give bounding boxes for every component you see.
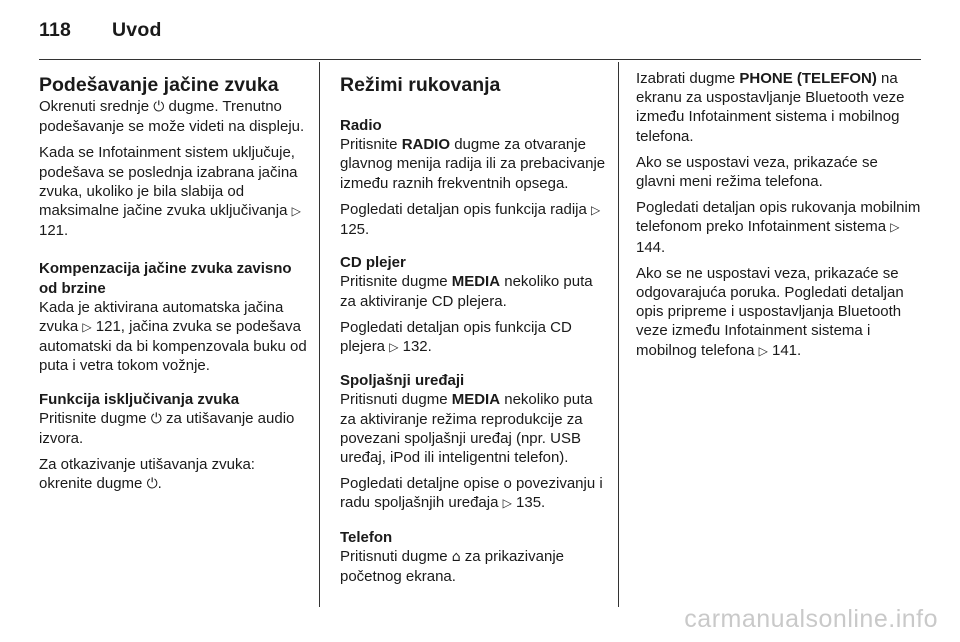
paragraph: Pogledati detaljan opis rukovanja mobilnim telefonom preko Infotainment sistema ▷ 144. [636,199,921,256]
paragraph: Pritisnuti dugme ⌂ za prikazivanje početnog ekrana. [340,547,564,586]
power-icon: ⏻ [153,99,165,115]
page-ref[interactable]: 121 [39,222,65,240]
column-divider [618,62,619,607]
paragraph: Ako se uspostavi veza, prikazaće se glavni meni režima telefona. [636,153,878,191]
paragraph: Pogledati detaljne opise o povezivanju i radu spoljašnjih uređaja ▷ 135. [340,475,603,512]
subsection-external [340,371,608,513]
button-name: PHONE (TELEFON) [739,70,877,87]
page-ref[interactable]: 141 [772,341,798,359]
column-1 [39,69,311,509]
watermark: carmanualsonline.info [684,605,938,633]
column-2 [340,69,608,600]
button-name: RADIO [401,136,451,154]
page-ref[interactable]: 144 [636,238,662,256]
subsection-heading: Spoljašnji uređaji [340,372,465,390]
page-ref-arrow-icon: ▷ [291,204,301,219]
power-icon: ⏻ [150,410,162,427]
paragraph: Kada se Infotainment sistem uključuje, podešava se poslednja izabrana jačina zvuka, ukoliko je bila slabija od maksimalne jačine zvuka uključivanja ▷ 121. [39,144,301,240]
subsection [39,259,311,375]
page-ref[interactable]: 125 [340,221,366,239]
paragraph: Za otkazivanje utišavanja zvuka: okrenite dugme ⏻. [39,456,255,493]
page-ref-arrow-icon: ▷ [591,202,601,217]
page-ref-arrow-icon: ▷ [890,220,900,235]
page-ref-arrow-icon: ▷ [758,343,768,358]
page-ref-arrow-icon: ▷ [502,496,512,511]
subsection [39,390,311,495]
paragraph: Pogledati detaljan opis funkcija CD plejera ▷ 132. [340,318,572,356]
subsection-heading: CD plejer [340,254,406,272]
subsection-phone [340,528,608,587]
paragraph: Pritisnuti dugme MEDIA nekoliko puta za aktiviranje režima reprodukcije za povezani spoljašnji uređaj (npr. USB uređaj, iPod ili inteligentni telefon). [340,391,593,467]
column-3 [636,69,921,368]
page-ref[interactable]: 132 [402,338,428,356]
section-heading: Režimi rukovanja [340,74,501,96]
header-rule [39,59,921,60]
paragraph: Ako se ne uspostavi veza, prikazaće se odgovarajuća poruka. Pogledati detaljan opis pripreme i uspostavljanja Bluetooth veze između Infotainment sistema i mobilnog telefona ▷ 141. [636,264,904,359]
paragraph: Kada je aktivirana automatska jačina zvuka ▷ 121, jačina zvuka se podešava automatski da bi kompenzovala buku od puta i vetra tokom vožnje. [39,298,307,375]
page-ref[interactable]: 121 [95,318,121,336]
page-ref-arrow-icon: ▷ [389,340,399,355]
page-header [39,19,162,42]
subsection-radio [340,116,608,239]
paragraph: Okrenuti srednje ⏻ dugme. Trenutno podešavanje se može videti na displeju. [39,98,305,136]
paragraph: Izabrati dugme PHONE (TELEFON) na ekranu za uspostavljanje Bluetooth veze između Infotainment sistema i mobilnog telefona. [636,70,905,145]
paragraph: Pritisnite RADIO dugme za otvaranje glavnog menija radija ili za prebacivanje između raznih frekventnih opsega. [340,136,606,192]
page-number: 118 [39,19,72,41]
subsection-heading: Radio [340,117,382,134]
button-name: MEDIA [451,391,501,409]
subsection-cd [340,253,608,357]
paragraph: Pritisnite dugme MEDIA nekoliko puta za aktiviranje CD plejera. [340,273,593,310]
subsection-heading: Funkcija isključivanja zvuka [39,390,240,408]
subsection-heading: Telefon [340,528,393,546]
paragraph: Pritisnite dugme ⏻ za utišavanje audio izvora. [39,409,295,448]
power-icon: ⏻ [146,476,158,493]
button-name: MEDIA [451,273,501,291]
home-icon: ⌂ [451,548,461,565]
page-ref[interactable]: 135 [516,494,542,512]
section-heading: Podešavanje jačine zvuka [39,74,279,96]
column-divider [319,62,320,607]
subsection-heading: Kompenzacija jačine zvuka zavisno od brzine [39,260,292,297]
paragraph: Pogledati detaljan opis funkcija radija ▷ 125. [340,200,601,239]
chapter-title: Uvod [112,19,162,41]
page-ref-arrow-icon: ▷ [82,320,92,335]
